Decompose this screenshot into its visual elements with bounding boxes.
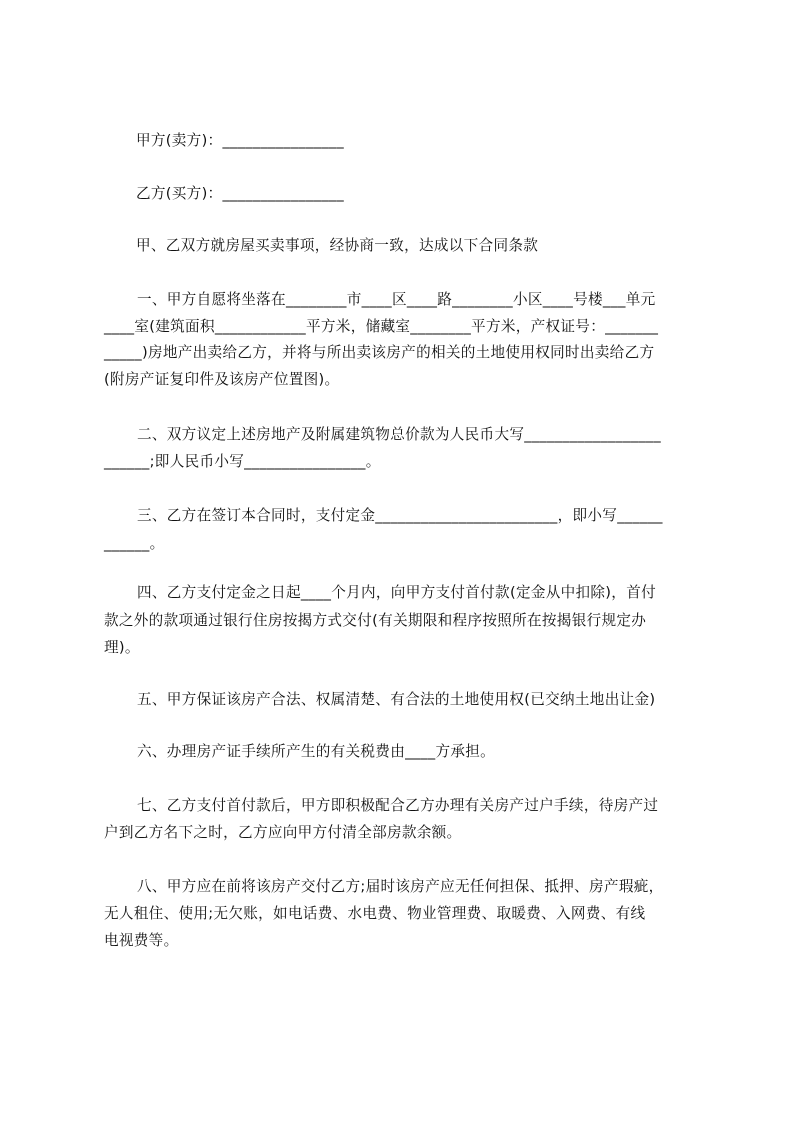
clause-7-line-1: 七、乙方支付首付款后，甲方即积极配合乙方办理有关房产过户手续，待房产过 (137, 797, 659, 814)
clause-4-line-1: 四、乙方支付定金之日起____个月内，向甲方支付首付款(定金从中扣除)，首付 (137, 584, 656, 601)
clause-8-line-2: 无人租住、使用;无欠账，如电话费、水电费、物业管理费、取暖费、入网费、有线 (104, 905, 646, 922)
clause-5-line-1: 五、甲方保证该房产合法、权属清楚、有合法的土地使用权(已交纳土地出让金) (137, 691, 656, 708)
party-a-line: 甲方(卖方)：________________ (136, 132, 345, 149)
clause-7-line-2: 户到乙方名下之时，乙方应向甲方付清全部房款余额。 (104, 824, 462, 841)
contract-intro: 甲、乙双方就房屋买卖事项，经协商一致，达成以下合同条款 (136, 237, 539, 254)
clause-8-line-1: 八、甲方应在前将该房产交付乙方;届时该房产应无任何担保、抵押、房产瑕疵， (137, 878, 664, 895)
clause-2-line-1: 二、双方议定上述房地产及附属建筑物总价款为人民币大写__________________ (137, 426, 661, 443)
clause-1-line-1: 一、甲方自愿将坐落在________市____区____路________小区____号楼___单元 (137, 291, 656, 308)
clause-2-line-2: ______;即人民币小写________________。 (104, 453, 381, 470)
clause-1-line-4: (附房产证复印件及该房产位置图)。 (104, 371, 340, 388)
clause-6-line-1: 六、办理房产证手续所产生的有关税费由____方承担。 (137, 743, 496, 760)
clause-4-line-2: 款之外的款项通过银行住房按揭方式交付(有关期限和程序按照所在按揭银行规定办 (104, 612, 647, 629)
clause-8-line-3: 电视费等。 (104, 932, 179, 949)
clause-1-line-3: _____)房地产出卖给乙方，并将与所出卖该房产的相关的土地使用权同时出卖给乙方 (104, 344, 655, 361)
clause-1-line-2: ____室(建筑面积____________平方米，储藏室________平方米，产权证号：_______ (104, 318, 659, 335)
clause-3-line-2: ______。 (104, 535, 165, 552)
party-b-line: 乙方(买方)：________________ (136, 185, 345, 202)
clause-3-line-1: 三、乙方在签订本合同时，支付定金________________________，即小写______ (137, 507, 663, 524)
clause-4-line-3: 理)。 (104, 639, 140, 656)
